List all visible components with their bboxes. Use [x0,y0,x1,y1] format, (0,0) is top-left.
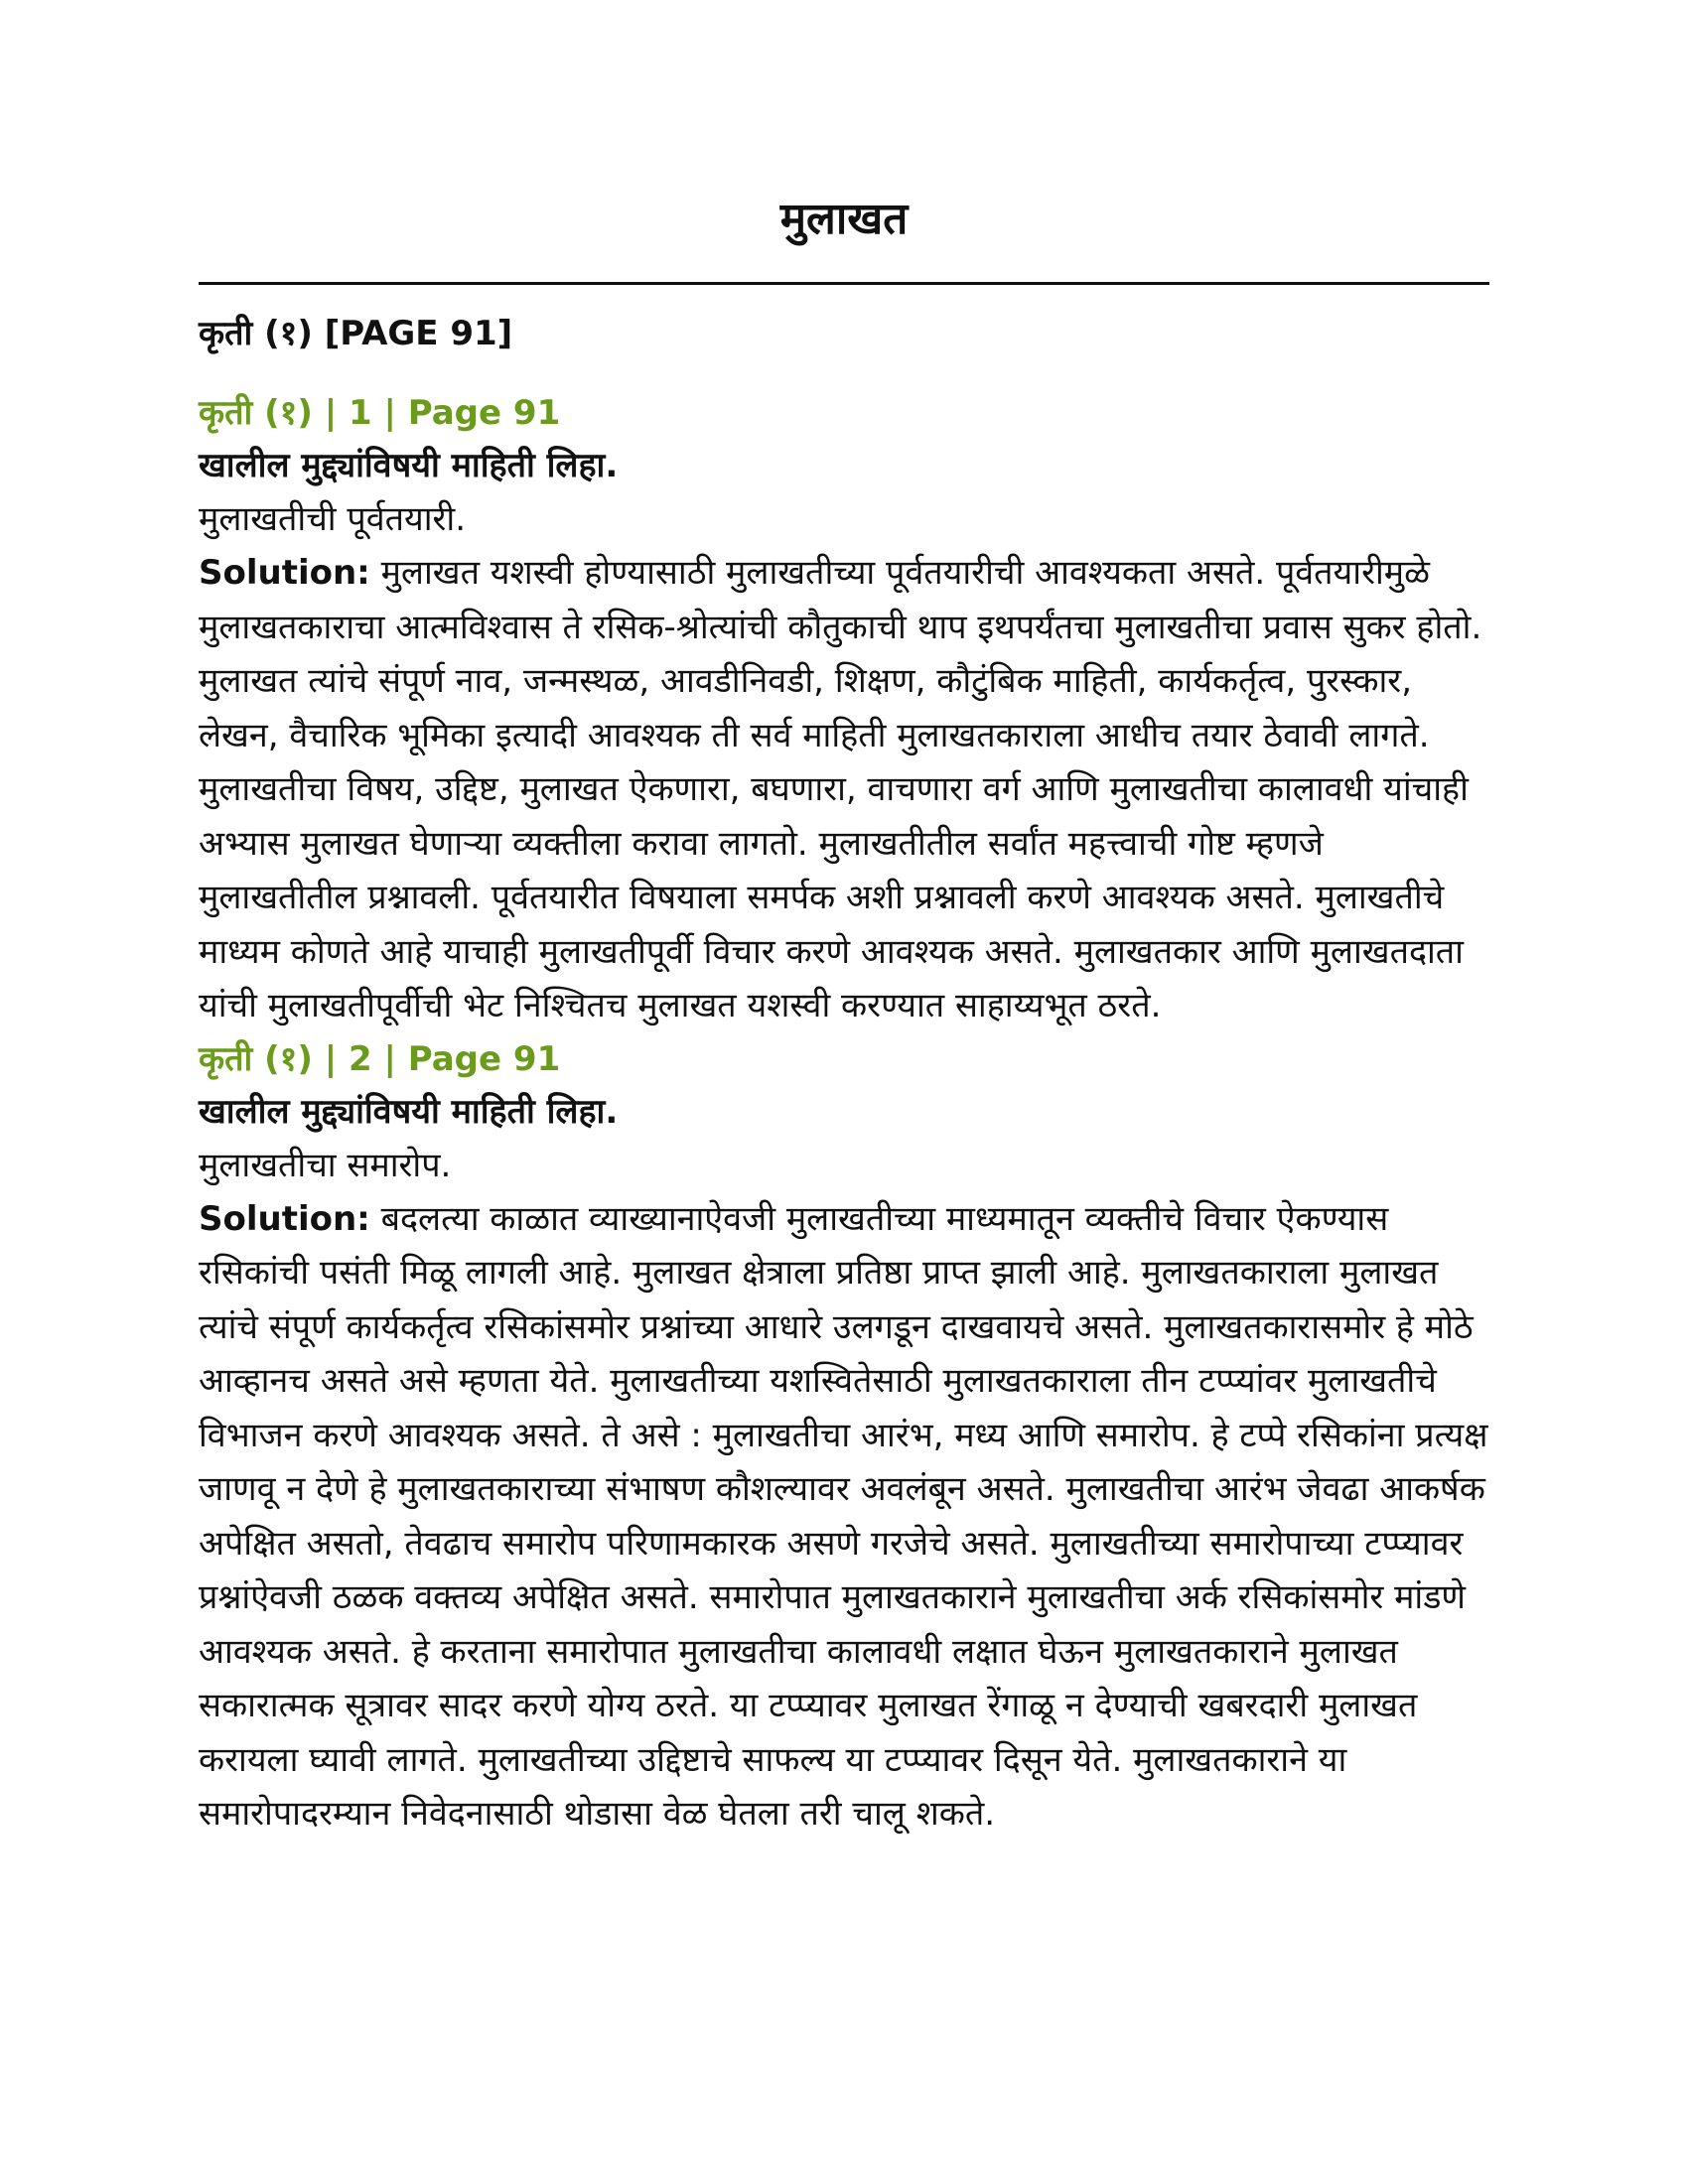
question-text: खालील मुद्द्यांविषयी माहिती लिहा. [199,1091,619,1132]
page-title: मुलाखत [779,194,909,244]
question-text: खालील मुद्द्यांविषयी माहिती लिहा. [199,446,619,485]
solution-text: मुलाखत यशस्वी होण्यासाठी मुलाखतीच्या पूर्वतयारीची आवश्यकता असते. पूर्वतयारीमुळे मुलाखतकाराचा आत्मविश्वास ते रसिक-श्रोत्यांची कौतुकाची थाप इथपर्यंतचा मुलाखतीचा प्रवास सुकर होतो. मुलाखत त्यांचे संपूर्ण नाव, जन्मस्थळ, आवडीनिवडी, शिक्षण, कौटुंबिक माहिती, कार्यकर्तृत्व, पुरस्कार, लेखन, वैचारिक भूमिका इत्यादी आवश्यक ती सर्व माहिती मुलाखतकाराला आधीच तयार ठेवावी लागते. मुलाखतीचा विषय, उद्दिष्ट, मुलाखत ऐकणारा, बघणारा, वाचणारा वर्ग आणि मुलाखतीचा कालावधी यांचाही अभ्यास मुलाखत घेणाऱ्या व्यक्तीला करावा लागतो. मुलाखतीतील सर्वांत महत्त्वाची गोष्ट म्हणजे मुलाखतीतील प्रश्नावली. पूर्वतयारीत विषयाला समर्पक अशी प्रश्नावली करणे आवश्यक असते. मुलाखतीचे माध्यम कोणते आहे याचाही मुलाखतीपूर्वी विचार करणे आवश्यक असते. मुलाखतकार आणि मुलाखतदाता यांची मुलाखतीपूर्वीची भेट निश्चितच मुलाखत यशस्वी करण्यात साहाय्यभूत ठरते. [199,553,1482,1025]
item-tag: कृती (१) | 2 | Page 91 [199,1038,561,1079]
solution-label: Solution: [199,553,370,593]
activity-item-2 [199,1033,1489,1842]
document-body [199,310,1489,1842]
solution-paragraph [199,1192,1489,1842]
topic-text: मुलाखतीची पूर्वतयारी. [199,499,467,539]
title-divider [199,282,1489,285]
section-heading: कृती (१) [PAGE 91] [199,314,513,353]
activity-item-1 [199,387,1489,1033]
solution-text: बदलत्या काळात व्याख्यानाऐवजी मुलाखतीच्या माध्यमातून व्यक्तीचे विचार ऐकण्यास रसिकांची पसंती मिळू लागली आहे. मुलाखत क्षेत्राला प्रतिष्ठा प्राप्त झाली आहे. मुलाखतकाराला मुलाखत त्यांचे संपूर्ण कार्यकर्तृत्व रसिकांसमोर प्रश्नांच्या आधारे उलगडून दाखवायचे असते. मुलाखतकारासमोर हे मोठे आव्हानच असते असे म्हणता येते. मुलाखतीच्या यशस्वितेसाठी मुलाखतकाराला तीन टप्प्यांवर मुलाखतीचे विभाजन करणे आवश्यक असते. ते असे : मुलाखतीचा आरंभ, मध्य आणि समारोप. हे टप्पे रसिकांना प्रत्यक्ष जाणवू न देणे हे मुलाखतकाराच्या संभाषण कौशल्यावर अवलंबून असते. मुलाखतीचा आरंभ जेवढा आकर्षक अपेक्षित असतो, तेवढाच समारोप परिणामकारक असणे गरजेचे असते. मुलाखतीच्या समारोपाच्या टप्प्यावर प्रश्नांऐवजी ठळक वक्तव्य अपेक्षित असते. समारोपात मुलाखतकाराने मुलाखतीचा अर्क रसिकांसमोर मांडणे आवश्यक असते. हे करताना समारोपात मुलाखतीचा कालावधी लक्षात घेऊन मुलाखतकाराने मुलाखत सकारात्मक सूत्रावर सादर करणे योग्य ठरते. या टप्प्यावर मुलाखत रेंगाळू न देण्याची खबरदारी मुलाखत करायला घ्यावी लागते. मुलाखतीच्या उद्दिष्टाचे साफल्य या टप्प्यावर दिसून येते. मुलाखतकाराने या समारोपादरम्यान निवेदनासाठी थोडासा वेळ घेतला तरी चालू शकते. [199,1198,1488,1834]
topic-text: मुलाखतीचा समारोप. [199,1145,452,1185]
solution-paragraph [199,546,1489,1033]
solution-label: Solution: [199,1198,370,1239]
item-tag: कृती (१) | 1 | Page 91 [199,393,561,433]
